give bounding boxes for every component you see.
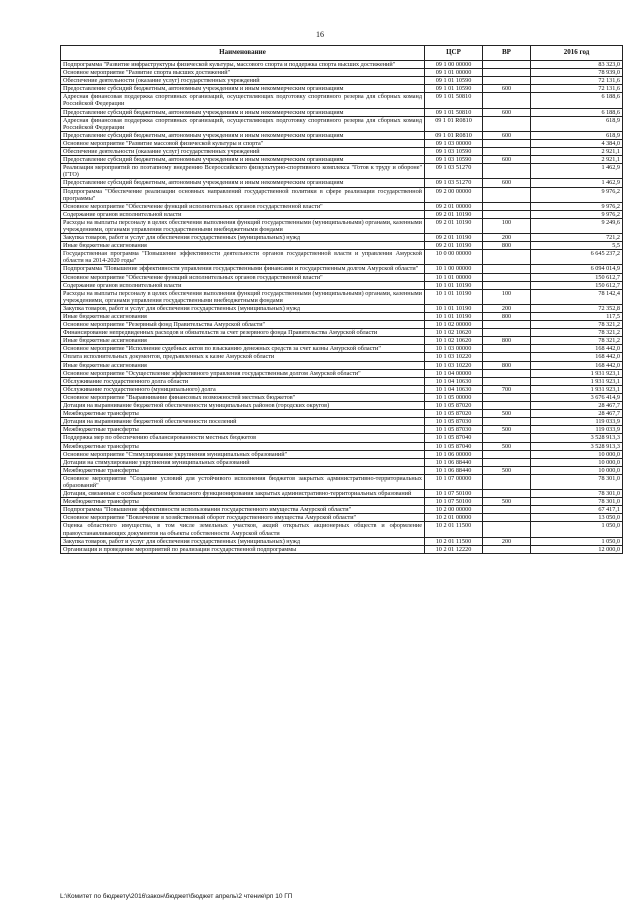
- row-csr: 09 1 01 00000: [425, 69, 483, 77]
- row-amount: 6 188,6: [531, 108, 623, 116]
- row-vr: 500: [483, 442, 531, 450]
- row-csr: 10 1 05 87020: [425, 410, 483, 418]
- row-vr: [483, 116, 531, 131]
- row-name: Государственная программа "Повышение эффективности деятельности органов государственной власти и управления Амурской области на 2014-2020 годы": [61, 250, 425, 265]
- row-csr: 10 1 05 87030: [425, 418, 483, 426]
- table-row: [61, 490, 623, 498]
- row-name: Реализация мероприятий по поэтапному внедрению Всероссийского физкультурно-спортивного комплекса "Готов к труду и обороне" (ГТО): [61, 164, 425, 179]
- row-csr: 10 2 01 11500: [425, 537, 483, 545]
- row-amount: 9 976,2: [531, 202, 623, 210]
- row-name: Дотации на стимулирование укрупнения муниципальных образований: [61, 458, 425, 466]
- table-row: [61, 345, 623, 353]
- row-name: Дотация на выравнивание бюджетной обеспеченности поселений: [61, 418, 425, 426]
- table-row: [61, 156, 623, 164]
- row-name: Закупка товаров, работ и услуг для обеспечения государственных (муниципальных) нужд: [61, 304, 425, 312]
- table-row: [61, 385, 623, 393]
- table-row: [61, 418, 623, 426]
- row-amount: 1 050,0: [531, 522, 623, 537]
- row-name: Закупка товаров, работ и услуг для обеспечения государственных (муниципальных) нужд: [61, 537, 425, 545]
- table-header-row: [61, 46, 623, 61]
- row-amount: 721,2: [531, 234, 623, 242]
- table-row: [61, 202, 623, 210]
- row-name: Обслуживание государственного долга области: [61, 377, 425, 385]
- row-vr: [483, 329, 531, 337]
- table-row: [61, 281, 623, 289]
- row-vr: [483, 545, 531, 553]
- table-row: [61, 93, 623, 108]
- row-name: Дотация, связанные с особым режимом безопасного функционирования закрытых административно-территориальных образований: [61, 490, 425, 498]
- row-csr: 10 1 03 10220: [425, 353, 483, 361]
- row-amount: 9 976,2: [531, 210, 623, 218]
- row-amount: 1 931 923,1: [531, 385, 623, 393]
- row-amount: 6 094 014,9: [531, 265, 623, 273]
- header-name: Наименование: [61, 46, 425, 61]
- table-row: [61, 506, 623, 514]
- row-csr: 09 1 00 00000: [425, 61, 483, 69]
- table-row: [61, 77, 623, 85]
- row-name: Подпрограмма "Повышение эффективности управления государственными финансами и государственным долгом Амурской области": [61, 265, 425, 273]
- row-vr: [483, 434, 531, 442]
- row-vr: [483, 69, 531, 77]
- row-csr: 10 1 06 88440: [425, 458, 483, 466]
- row-amount: 119 033,9: [531, 418, 623, 426]
- table-row: [61, 265, 623, 273]
- row-csr: 10 1 05 87040: [425, 434, 483, 442]
- table-row: [61, 377, 623, 385]
- table-row: [61, 313, 623, 321]
- row-amount: 150 612,7: [531, 281, 623, 289]
- row-name: Основное мероприятие "Вовлечение в хозяйственный оборот государственного имущества Амурской области": [61, 514, 425, 522]
- row-vr: 800: [483, 337, 531, 345]
- table-row: [61, 329, 623, 337]
- row-amount: 3 528 913,3: [531, 442, 623, 450]
- row-amount: 10 000,0: [531, 450, 623, 458]
- row-name: Предоставление субсидий бюджетным, автономным учреждениям и иным некоммерческим организациям: [61, 156, 425, 164]
- row-vr: [483, 61, 531, 69]
- row-amount: 117,5: [531, 313, 623, 321]
- row-vr: [483, 353, 531, 361]
- table-row: [61, 442, 623, 450]
- row-vr: [483, 139, 531, 147]
- row-name: Основное мероприятие "Стимулирование укрупнения муниципальных образований": [61, 450, 425, 458]
- row-name: Иные бюджетные ассигнования: [61, 361, 425, 369]
- row-name: Оплата исполнительных документов, предъявленных к казне Амурской области: [61, 353, 425, 361]
- row-csr: 09 1 01 10590: [425, 85, 483, 93]
- row-name: Межбюджетные трансферты: [61, 466, 425, 474]
- row-vr: 500: [483, 498, 531, 506]
- table-row: [61, 474, 623, 489]
- table-row: [61, 426, 623, 434]
- table-row: [61, 179, 623, 187]
- row-name: Расходы на выплаты персоналу в целях обеспечения выполнения функций государственными (муниципальными) органами, казенными учреждениями, органами управления государственными внебюджетными фондами: [61, 218, 425, 233]
- table-row: [61, 369, 623, 377]
- row-vr: 200: [483, 304, 531, 312]
- row-csr: 10 1 06 00000: [425, 450, 483, 458]
- row-csr: 10 1 05 87020: [425, 402, 483, 410]
- row-csr: 09 1 01 R0810: [425, 131, 483, 139]
- table-row: [61, 108, 623, 116]
- row-amount: 119 033,9: [531, 426, 623, 434]
- row-vr: [483, 93, 531, 108]
- row-csr: 10 1 01 10190: [425, 313, 483, 321]
- row-vr: [483, 210, 531, 218]
- table-row: [61, 69, 623, 77]
- row-amount: 72 131,6: [531, 85, 623, 93]
- header-year: 2016 год: [531, 46, 623, 61]
- table-row: [61, 361, 623, 369]
- row-amount: 1 462,9: [531, 179, 623, 187]
- row-name: Предоставление субсидий бюджетным, автономным учреждениям и иным некоммерческим организациям: [61, 85, 425, 93]
- row-vr: 500: [483, 426, 531, 434]
- row-amount: 78 321,2: [531, 329, 623, 337]
- table-row: [61, 498, 623, 506]
- row-amount: 78 321,2: [531, 321, 623, 329]
- row-amount: 83 323,0: [531, 61, 623, 69]
- row-name: Содержание органов исполнительной власти: [61, 210, 425, 218]
- row-csr: 10 1 03 00000: [425, 345, 483, 353]
- row-csr: 10 1 01 00000: [425, 273, 483, 281]
- row-amount: 618,9: [531, 131, 623, 139]
- row-csr: 09 1 01 50810: [425, 93, 483, 108]
- row-csr: 10 1 06 88440: [425, 466, 483, 474]
- row-name: Основное мероприятие "Исполнение судебных актов по взысканию денежных средств за счет казны Амурской области": [61, 345, 425, 353]
- table-row: [61, 85, 623, 93]
- row-amount: 10 000,0: [531, 458, 623, 466]
- row-amount: 1 931 923,1: [531, 369, 623, 377]
- row-vr: [483, 522, 531, 537]
- row-csr: 09 1 03 51270: [425, 179, 483, 187]
- table-row: [61, 537, 623, 545]
- row-csr: 09 2 01 10190: [425, 242, 483, 250]
- table-row: [61, 458, 623, 466]
- row-name: Основное мероприятие "Резервный фонд Правительства Амурской области": [61, 321, 425, 329]
- row-name: Финансирование непредвиденных расходов и обязательств за счет резервного фонда Правительства Амурской области: [61, 329, 425, 337]
- row-csr: 10 1 07 00000: [425, 474, 483, 489]
- row-name: Предоставление субсидий бюджетным, автономным учреждениям и иным некоммерческим организациям: [61, 179, 425, 187]
- row-csr: 09 2 01 10190: [425, 210, 483, 218]
- row-vr: [483, 164, 531, 179]
- table-row: [61, 353, 623, 361]
- row-vr: [483, 148, 531, 156]
- row-vr: 100: [483, 289, 531, 304]
- table-row: [61, 337, 623, 345]
- row-csr: 10 1 01 10190: [425, 281, 483, 289]
- row-name: Межбюджетные трансферты: [61, 410, 425, 418]
- row-amount: 72 131,6: [531, 77, 623, 85]
- row-name: Обеспечение деятельности (оказание услуг) государственных учреждений: [61, 148, 425, 156]
- row-csr: 10 1 05 87030: [425, 426, 483, 434]
- table-row: [61, 210, 623, 218]
- table-row: [61, 234, 623, 242]
- row-name: Иные бюджетные ассигнования: [61, 242, 425, 250]
- row-amount: 13 050,0: [531, 514, 623, 522]
- row-amount: 618,9: [531, 116, 623, 131]
- table-row: [61, 434, 623, 442]
- row-name: Адресная финансовая поддержка спортивных организаций, осуществляющих подготовку спортивного резерва для сборных команд Российской Федерации: [61, 93, 425, 108]
- row-name: Основное мероприятие "Обеспечение функций исполнительных органов государственной власти": [61, 273, 425, 281]
- row-csr: 10 1 07 50100: [425, 498, 483, 506]
- row-amount: 9 249,6: [531, 218, 623, 233]
- row-amount: 168 442,0: [531, 353, 623, 361]
- table-row: [61, 321, 623, 329]
- row-name: Подпрограмма "Повышение эффективности использования государственного имущества Амурской области": [61, 506, 425, 514]
- row-vr: 100: [483, 218, 531, 233]
- row-csr: 09 2 00 00000: [425, 187, 483, 202]
- row-vr: 600: [483, 108, 531, 116]
- row-amount: 150 612,7: [531, 273, 623, 281]
- table-row: [61, 522, 623, 537]
- row-name: Подпрограмма "Обеспечение реализации основных направлений государственной политики в сфере реализации государственной программы": [61, 187, 425, 202]
- row-amount: 5,5: [531, 242, 623, 250]
- row-name: Организация и проведение мероприятий по реализации государственной подпрограммы: [61, 545, 425, 553]
- row-csr: 10 1 04 10630: [425, 377, 483, 385]
- row-csr: 10 1 03 10220: [425, 361, 483, 369]
- row-vr: 200: [483, 234, 531, 242]
- row-amount: 78 939,0: [531, 69, 623, 77]
- row-amount: 28 467,7: [531, 410, 623, 418]
- row-csr: 10 1 05 87040: [425, 442, 483, 450]
- row-name: Основное мероприятие "Осуществление эффективного управления государственным долгом Амурской области": [61, 369, 425, 377]
- row-csr: 09 2 01 00000: [425, 202, 483, 210]
- row-amount: 10 000,0: [531, 466, 623, 474]
- row-csr: 09 1 03 10590: [425, 148, 483, 156]
- row-amount: 72 352,8: [531, 304, 623, 312]
- row-amount: 168 442,0: [531, 345, 623, 353]
- table-row: [61, 273, 623, 281]
- row-name: Основное мероприятие "Обеспечение функций исполнительных органов государственной власти": [61, 202, 425, 210]
- row-csr: 09 1 03 51270: [425, 164, 483, 179]
- row-vr: 800: [483, 313, 531, 321]
- row-name: Межбюджетные трансферты: [61, 426, 425, 434]
- row-amount: 78 321,2: [531, 337, 623, 345]
- row-vr: [483, 490, 531, 498]
- table-row: [61, 164, 623, 179]
- row-amount: 78 301,0: [531, 474, 623, 489]
- row-amount: 2 921,1: [531, 156, 623, 164]
- row-vr: [483, 250, 531, 265]
- row-name: Основное мероприятие "Развитие массовой физической культуры и спорта": [61, 139, 425, 147]
- row-amount: 78 142,4: [531, 289, 623, 304]
- row-csr: 10 2 01 11500: [425, 522, 483, 537]
- row-vr: [483, 369, 531, 377]
- row-vr: [483, 281, 531, 289]
- row-amount: 12 000,0: [531, 545, 623, 553]
- row-amount: 28 467,7: [531, 402, 623, 410]
- row-name: Оценка областного имущества, в том числе земельных участков, акций открытых акционерных обществ и оформление правоустанавливающих документов на объекты собственности Амурской области: [61, 522, 425, 537]
- row-amount: 6 645 237,2: [531, 250, 623, 265]
- table-row: [61, 187, 623, 202]
- row-amount: 1 462,9: [531, 164, 623, 179]
- row-vr: 700: [483, 385, 531, 393]
- row-vr: [483, 474, 531, 489]
- row-vr: 500: [483, 466, 531, 474]
- row-name: Иные бюджетные ассигнования: [61, 337, 425, 345]
- table-row: [61, 466, 623, 474]
- row-amount: 4 384,0: [531, 139, 623, 147]
- row-name: Предоставление субсидий бюджетным, автономным учреждениям и иным некоммерческим организациям: [61, 131, 425, 139]
- table-row: [61, 450, 623, 458]
- row-vr: [483, 77, 531, 85]
- row-vr: [483, 418, 531, 426]
- row-vr: 200: [483, 537, 531, 545]
- row-vr: [483, 265, 531, 273]
- table-row: [61, 304, 623, 312]
- table-row: [61, 148, 623, 156]
- row-vr: [483, 377, 531, 385]
- row-vr: 600: [483, 131, 531, 139]
- table-row: [61, 410, 623, 418]
- row-vr: 500: [483, 410, 531, 418]
- row-vr: 600: [483, 179, 531, 187]
- row-vr: 800: [483, 242, 531, 250]
- row-vr: [483, 187, 531, 202]
- row-name: Дотация на выравнивание бюджетной обеспеченности муниципальных районов (городских округов): [61, 402, 425, 410]
- row-csr: 10 1 01 10190: [425, 304, 483, 312]
- row-amount: 67 417,1: [531, 506, 623, 514]
- row-name: Межбюджетные трансферты: [61, 498, 425, 506]
- row-vr: [483, 458, 531, 466]
- row-csr: 10 1 02 00000: [425, 321, 483, 329]
- table-row: [61, 116, 623, 131]
- row-name: Обеспечение деятельности (оказание услуг) государственных учреждений: [61, 77, 425, 85]
- row-csr: 09 2 01 10190: [425, 234, 483, 242]
- row-csr: 10 1 05 00000: [425, 393, 483, 401]
- table-row: [61, 242, 623, 250]
- row-vr: [483, 450, 531, 458]
- row-amount: 78 301,0: [531, 490, 623, 498]
- row-vr: 600: [483, 85, 531, 93]
- table-row: [61, 393, 623, 401]
- row-csr: 10 1 02 10620: [425, 337, 483, 345]
- table-row: [61, 250, 623, 265]
- row-amount: 6 188,6: [531, 93, 623, 108]
- row-csr: 09 1 01 50810: [425, 108, 483, 116]
- row-name: Иные бюджетные ассигнования: [61, 313, 425, 321]
- row-vr: 600: [483, 156, 531, 164]
- row-csr: 09 1 01 10590: [425, 77, 483, 85]
- table-row: [61, 218, 623, 233]
- budget-table: [60, 45, 623, 554]
- row-vr: [483, 321, 531, 329]
- row-amount: 3 676 414,9: [531, 393, 623, 401]
- row-csr: 09 1 03 00000: [425, 139, 483, 147]
- row-csr: 09 1 01 R0810: [425, 116, 483, 131]
- header-csr: ЦСР: [425, 46, 483, 61]
- header-vr: ВР: [483, 46, 531, 61]
- row-name: Содержание органов исполнительной власти: [61, 281, 425, 289]
- table-row: [61, 131, 623, 139]
- row-amount: 1 050,0: [531, 537, 623, 545]
- row-vr: 800: [483, 361, 531, 369]
- table-row: [61, 61, 623, 69]
- row-name: Основное мероприятие "Создание условий для устойчивого исполнения бюджетов закрытых административно-территориальных образований": [61, 474, 425, 489]
- row-amount: 1 931 923,1: [531, 377, 623, 385]
- row-vr: [483, 393, 531, 401]
- row-csr: 10 1 01 10190: [425, 289, 483, 304]
- row-csr: 10 2 01 12220: [425, 545, 483, 553]
- row-csr: 09 1 03 10590: [425, 156, 483, 164]
- row-name: Адресная финансовая поддержка спортивных организаций, осуществляющих подготовку спортивного резерва для сборных команд Российской Федерации: [61, 116, 425, 131]
- row-vr: [483, 202, 531, 210]
- table-row: [61, 402, 623, 410]
- row-amount: 2 921,1: [531, 148, 623, 156]
- row-vr: [483, 506, 531, 514]
- row-name: Подпрограмма "Развитие инфраструктуры физической культуры, массового спорта и поддержка спорта высших достижений": [61, 61, 425, 69]
- row-csr: 10 2 01 00000: [425, 514, 483, 522]
- table-row: [61, 139, 623, 147]
- row-csr: 10 1 00 00000: [425, 265, 483, 273]
- table-row: [61, 514, 623, 522]
- row-amount: 78 301,0: [531, 498, 623, 506]
- row-vr: [483, 514, 531, 522]
- row-csr: 09 2 01 10190: [425, 218, 483, 233]
- row-csr: 10 1 04 10630: [425, 385, 483, 393]
- row-name: Предоставление субсидий бюджетным, автономным учреждениям и иным некоммерческим организациям: [61, 108, 425, 116]
- table-row: [61, 289, 623, 304]
- row-name: Основное мероприятие "Развитие спорта высших достижений": [61, 69, 425, 77]
- file-path-footer: L:\Комитет по бюджету\2016\закон\бюджет\бюджет апрель\2 чтение\рп 10 ГП: [60, 893, 293, 900]
- row-name: Основное мероприятие "Выравнивание финансовых возможностей местных бюджетов": [61, 393, 425, 401]
- table-row: [61, 545, 623, 553]
- row-vr: [483, 402, 531, 410]
- row-name: Расходы на выплаты персоналу в целях обеспечения выполнения функций государственными (муниципальными) органами, казенными учреждениями, органами управления государственными внебюджетными фондами: [61, 289, 425, 304]
- row-csr: 10 0 00 00000: [425, 250, 483, 265]
- row-csr: 10 1 04 00000: [425, 369, 483, 377]
- row-name: Межбюджетные трансферты: [61, 442, 425, 450]
- row-name: Закупка товаров, работ и услуг для обеспечения государственных (муниципальных) нужд: [61, 234, 425, 242]
- row-name: Обслуживание государственного (муниципального) долга: [61, 385, 425, 393]
- row-csr: 10 1 07 50100: [425, 490, 483, 498]
- row-amount: 9 976,2: [531, 187, 623, 202]
- row-vr: [483, 345, 531, 353]
- row-csr: 10 2 00 00000: [425, 506, 483, 514]
- row-name: Поддержка мер по обеспечению сбалансированности местных бюджетов: [61, 434, 425, 442]
- row-amount: 168 442,0: [531, 361, 623, 369]
- row-amount: 3 528 913,3: [531, 434, 623, 442]
- row-vr: [483, 273, 531, 281]
- row-csr: 10 1 02 10620: [425, 329, 483, 337]
- page-number: 16: [316, 30, 324, 39]
